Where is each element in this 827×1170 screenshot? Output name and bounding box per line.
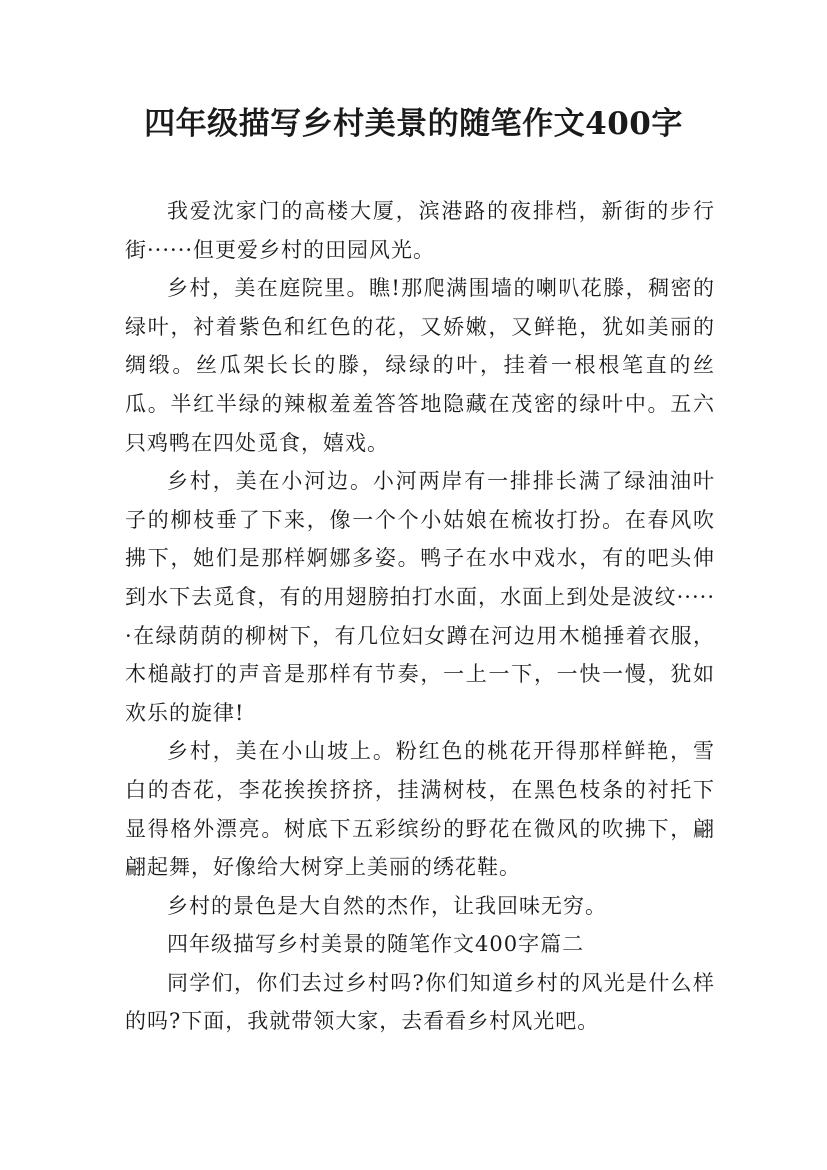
paragraph-hillside: 乡村，美在小山坡上。粉红色的桃花开得那样鲜艳，雪白的杏花，李花挨挨挤挤，挂满树枝，在黑色枝条的衬托下显得格外漂亮。树底下五彩缤纷的野花在微风的吹拂下，翩翩起舞，好像给大树穿上美丽的绣花鞋。 [125, 739, 715, 880]
paragraph-part-two-intro: 同学们，你们去过乡村吗?你们知道乡村的风光是什么样的吗?下面，我就带领大家，去看看乡村风光吧。 [125, 970, 715, 1034]
paragraph-intro: 我爱沈家门的高楼大厦，滨港路的夜排档，新街的步行街······但更爱乡村的田园风光。 [125, 199, 715, 262]
section-heading-part-two: 四年级描写乡村美景的随笔作文400字篇二 [167, 932, 585, 957]
page-title: 四年级描写乡村美景的随笔作文400字 [144, 106, 683, 142]
paragraph-conclusion: 乡村的景色是大自然的杰作，让我回味无穷。 [167, 893, 607, 918]
paragraph-river: 乡村，美在小河边。小河两岸有一排排长满了绿油油叶子的柳枝垂了下来，像一个个小姑娘在梳妆打扮。在春风吹拂下，她们是那样婀娜多姿。鸭子在水中戏水，有的吧头伸到水下去觅食，有的用翅膀拍打水面，水面上到处是波纹······在绿荫荫的柳树下，有几位妇女蹲在河边用木槌捶着衣服，木槌敲打的声音是那样有节奏，一上一下，一快一慢，犹如欢乐的旋律! [125, 469, 715, 725]
paragraph-courtyard: 乡村，美在庭院里。瞧!那爬满围墙的喇叭花滕，稠密的绿叶，衬着紫色和红色的花，又娇嫩，又鲜艳，犹如美丽的绸缎。丝瓜架长长的滕，绿绿的叶，挂着一根根笔直的丝瓜。半红半绿的辣椒羞羞答答地隐藏在茂密的绿叶中。五六只鸡鸭在四处觅食，嬉戏。 [125, 276, 715, 455]
article-body [125, 192, 715, 1041]
